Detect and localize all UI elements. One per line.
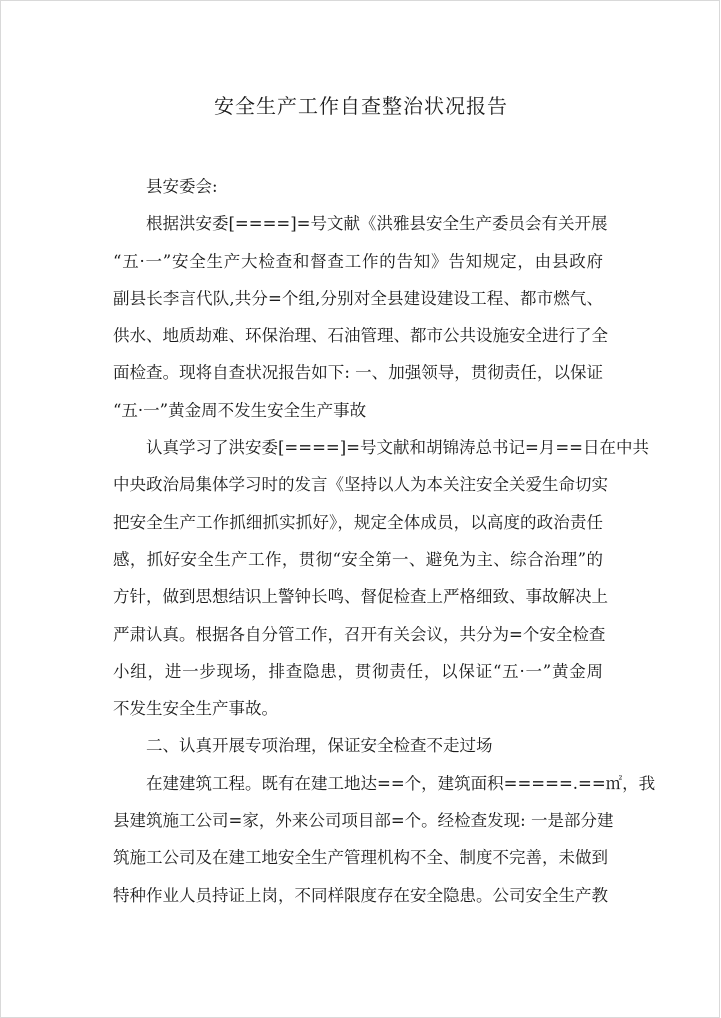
text-line: 小组，进一步现场，排查隐患，贯彻责任，以保证“五·一”黄金周	[113, 661, 603, 681]
text-line: 把安全生产工作抓细抓实抓好》，规定全体成员，以高度的政治责任	[113, 512, 603, 532]
text-line: 在建建筑工程。既有在建工地达==个，建筑面积=====.==㎡，我	[146, 773, 656, 793]
text-line: 中央政治局集体学习时的发言《坚持以人为本关注安全关爱生命切实	[113, 475, 608, 495]
text-line: 筑施工公司及在建工地安全生产管理机构不全、制度不完善，未做到	[113, 848, 608, 868]
text-line: 方针，做到思想结识上警钟长鸣、督促检查上严格细致、事故解决上	[113, 587, 608, 607]
text-line: 特种作业人员持证上岗，不同样限度存在安全隐患。公司安全生产教	[113, 885, 608, 905]
text-line: 县建筑施工公司=家，外来公司项目部=个。经检查发现: 一是部分建	[113, 811, 614, 831]
text-line: 副县长李言代队,共分=个组,分别对全县建设建设工程、都市燃气、	[113, 288, 603, 308]
text-line: 面检查。现将自查状况报告如下: 一、加强领导，贯彻责任，以保证	[113, 363, 603, 383]
text-line: 不发生安全生产事故。	[113, 699, 278, 719]
text-line: “五·一”安全生产大检查和督查工作的告知》告知规定，由县政府	[113, 251, 603, 271]
text-line: 二、认真开展专项治理，保证安全检查不走过场	[146, 736, 493, 756]
document-title: 安全生产工作自查整治状况报告	[214, 94, 508, 118]
text-line: 根据洪安委[====]=号文献《洪雅县安全生产委员会有关开展	[146, 214, 608, 234]
text-line: 感，抓好安全生产工作，贯彻“安全第一、避免为主、综合治理”的	[113, 549, 603, 569]
text-line: 县安委会:	[146, 177, 218, 196]
text-line: 严肃认真。根据各自分管工作，召开有关会议，共分为=个安全检查	[113, 624, 606, 644]
document-body	[113, 168, 656, 914]
text-line: “五·一”黄金周不发生安全生产事故	[113, 400, 367, 420]
text-line: 供水、地质劫难、环保治理、石油管理、都市公共设施安全进行了全	[113, 326, 608, 346]
text-line: 认真学习了洪安委[====]=号文献和胡锦涛总书记=月==日在中共	[146, 438, 649, 458]
